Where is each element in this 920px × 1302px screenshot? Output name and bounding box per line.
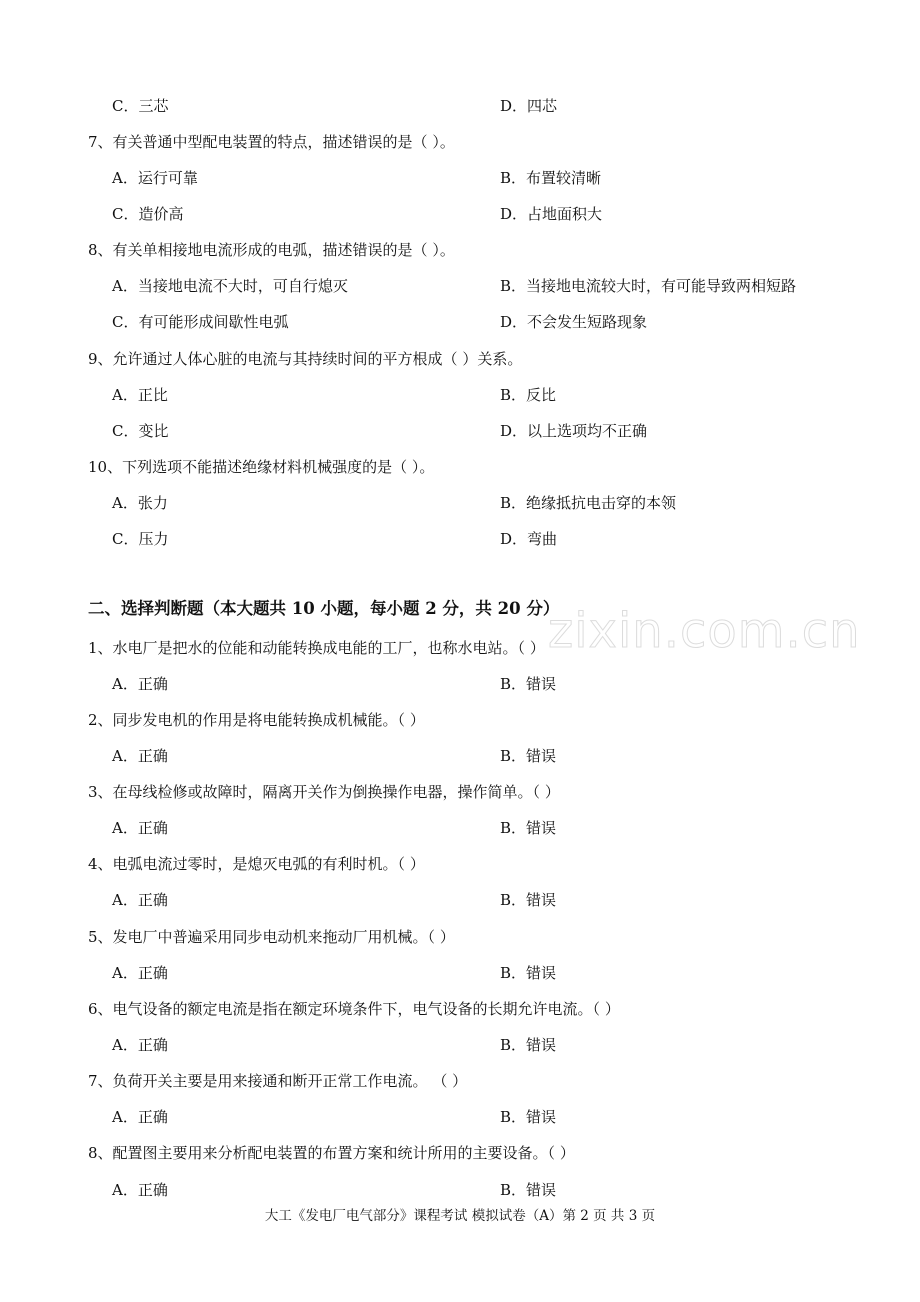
question-text: 6、电气设备的额定电流是指在额定环境条件下，电气设备的长期允许电流。（ ）	[88, 1000, 620, 1018]
option-text: D．不会发生短路现象	[500, 313, 648, 331]
question-text: 4、电弧电流过零时，是熄灭电弧的有利时机。（ ）	[88, 855, 425, 873]
option-text: A．运行可靠	[112, 169, 198, 187]
question-text: 2、同步发电机的作用是将电能转换成机械能。（ ）	[88, 711, 425, 729]
option-text: A．正确	[112, 1108, 168, 1126]
option-text: B．当接地电流较大时，有可能导致两相短路	[500, 277, 797, 295]
option-text: C．有可能形成间歇性电弧	[112, 313, 289, 331]
option-text: A．张力	[112, 494, 168, 512]
option-text: B．反比	[500, 386, 557, 404]
option-text: A．当接地电流不大时，可自行熄灭	[112, 277, 348, 295]
question-text: 1、水电厂是把水的位能和动能转换成电能的工厂，也称水电站。（ ）	[88, 639, 545, 657]
question-text: 3、在母线检修或故障时，隔离开关作为倒换操作电器，操作简单。（ ）	[88, 783, 560, 801]
option-text: A．正确	[112, 675, 168, 693]
option-text: B．错误	[500, 675, 557, 693]
option-text: C．造价高	[112, 205, 184, 223]
watermark: zixin.com.cn	[548, 603, 861, 659]
option-text: C．三芯	[112, 97, 169, 115]
section-heading: 二、选择判断题（本大题共 10 小题，每小题 2 分，共 20 分）	[88, 599, 560, 618]
option-text: B．错误	[500, 891, 557, 909]
option-text: B．布置较清晰	[500, 169, 602, 187]
option-text: B．错误	[500, 1108, 557, 1126]
question-text: 5、发电厂中普遍采用同步电动机来拖动厂用机械。（ ）	[88, 928, 455, 946]
question-text: 8、有关单相接地电流形成的电弧，描述错误的是（ ）。	[88, 241, 455, 259]
option-text: D．弯曲	[500, 530, 558, 548]
option-text: A．正确	[112, 1181, 168, 1199]
option-text: B．错误	[500, 747, 557, 765]
option-text: D．四芯	[500, 97, 558, 115]
option-text: B．错误	[500, 964, 557, 982]
option-text: B．错误	[500, 1036, 557, 1054]
question-text: 8、配置图主要用来分析配电装置的布置方案和统计所用的主要设备。（ ）	[88, 1144, 575, 1162]
option-text: A．正比	[112, 386, 168, 404]
option-text: D．占地面积大	[500, 205, 603, 223]
page-footer: 大工《发电厂电气部分》课程考试 模拟试卷（A）第 2 页 共 3 页	[264, 1208, 656, 1224]
option-text: B．错误	[500, 819, 557, 837]
option-text: B．错误	[500, 1181, 557, 1199]
question-text: 7、有关普通中型配电装置的特点，描述错误的是（ ）。	[88, 133, 455, 151]
option-text: A．正确	[112, 819, 168, 837]
question-text: 7、负荷开关主要是用来接通和断开正常工作电流。 （ ）	[88, 1072, 468, 1090]
question-text: 9、允许通过人体心脏的电流与其持续时间的平方根成（ ）关系。	[88, 350, 523, 368]
option-text: A．正确	[112, 747, 168, 765]
option-text: C．变比	[112, 422, 169, 440]
option-text: B．绝缘抵抗电击穿的本领	[500, 494, 677, 512]
option-text: C．压力	[112, 530, 169, 548]
option-text: A．正确	[112, 964, 168, 982]
question-text: 10、下列选项不能描述绝缘材料机械强度的是（ ）。	[88, 458, 435, 476]
option-text: A．正确	[112, 1036, 168, 1054]
option-text: D．以上选项均不正确	[500, 422, 648, 440]
option-text: A．正确	[112, 891, 168, 909]
